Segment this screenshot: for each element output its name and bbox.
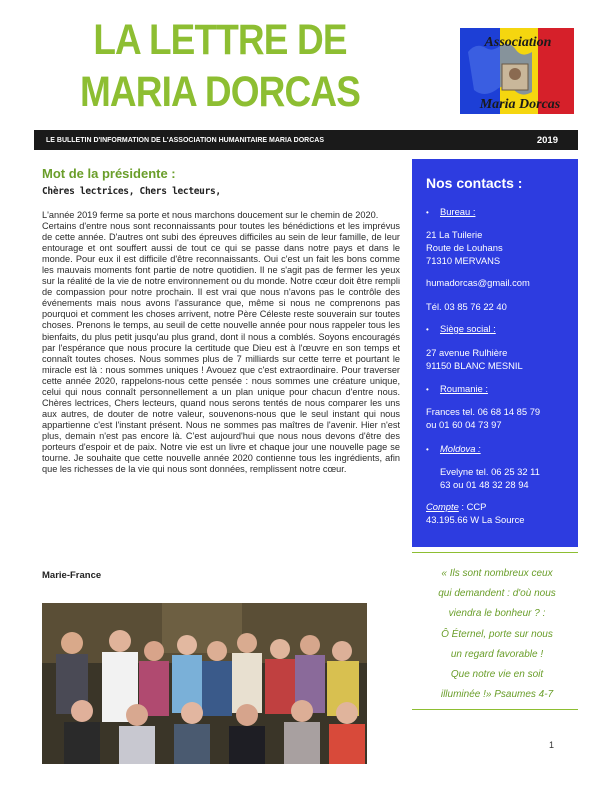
contacts-panel: [412, 159, 578, 547]
roumanie-line-1: Frances tel. 06 68 14 85 79: [426, 406, 541, 417]
bullet-icon: •: [426, 445, 429, 454]
article-body: [42, 210, 400, 475]
bullet-icon: •: [426, 208, 429, 217]
quote-divider-bottom: [412, 709, 578, 710]
contact-compte: [426, 500, 486, 513]
page-number: 1: [549, 740, 555, 750]
article-signature: Marie-France: [42, 570, 102, 581]
bullet-icon: •: [426, 385, 429, 394]
compte-label: Compte: [426, 501, 459, 512]
moldova-line-1: Evelyne tel. 06 25 32 11: [440, 466, 540, 477]
bureau-address-2: Route de Louhans: [426, 242, 503, 253]
article-title: Mot de la présidente :: [42, 166, 176, 181]
quote-divider-top: [412, 552, 578, 553]
bureau-address-3: 71310 MERVANS: [426, 255, 501, 266]
quote-line-7: illuminée !» Psaumes 4-7: [440, 689, 554, 701]
logo-text-top: Association: [484, 35, 552, 50]
article-paragraph-2: Certains d'entre nous sont reconnaissants pour toutes les bénédictions et les imprévus de cette année. D'autres ont subi des épreuves difficiles au sein de leur famille, de leur entourage et ont souffert aussi de tout ce qui se passe dans notre pays et dans le monde. Pour eux il est difficile d'être reconnaissants. Oui c'est un fait les bons comme les mauvais moments font partie de notre quotidien. Il ne s'agit pas de fermer les yeux sur la réalité de la vie de notre environnement ou du monde. Notre cœur doit être rempli de compassion pour notre prochain. Il est vrai que nous n'avons pas le contrôle des événements mais nous avons l'assurance que, même si nous ne comprenons pas pourquoi et comment les choses arrivent, notre Père Céleste reste souverain sur toutes choses. Prenons le temps, au seuil de cette nouvelle année pour nous rappeler tous les bienfaits, du plus petit jusqu'au plus grand, dont il nous a comblés. Soyons encouragés par l'espérance que nous procure la certitude que Dieu est à l'œuvre en son temps et connaît toutes choses. Nous sommes plus de 7 milliards sur cette terre et pourtant le miracle est là : nous sommes uniques ! Avouez que c'est extraordinaire. Pour traverser cette année 2020, rappelons-nous cette pensée : nous sommes une créature unique, celui qui nous connaît personnellement a un plan unique pour chacun d'entre nous. Chères lectrices, Chers lecteurs, quand nous serons tentés de nous comparer les uns aux autres, de douter de notre valeur, souvenons-nous que le seul instant qui nous appartienne c'est l'instant présent. Nous ne sommes pas maîtres de l'avenir. Hier n'est plus, demain n'est pas encore là. C'est aujourd'hui que nous nous devons d'être des porteurs d'espoir et de paix. Notre vie est un livre et chaque jour une nouvelle page se tourne. Je souhaite que cette nouvelle année 2020 contienne tous les ingrédients, afin que les richesses de la vie qui nous sont données, remplissent notre cœur.: [42, 221, 400, 475]
bulletin-banner: [34, 130, 578, 150]
quote-line-6: Que notre vie en soit: [450, 669, 544, 681]
quote-line-5: un regard favorable !: [450, 648, 544, 660]
bureau-address-1: 21 La Tuilerie: [426, 229, 483, 240]
contact-bureau-label: • Bureau :: [426, 206, 476, 217]
moldova-line-2: 63 ou 01 48 32 28 94: [440, 479, 529, 490]
masthead-line-2: MARIA DORCAS: [79, 68, 361, 116]
contact-roumanie-label: • Roumanie :: [426, 383, 488, 394]
logo-text-bottom: Maria Dorcas: [479, 97, 561, 112]
bulletin-year: 2019: [536, 134, 558, 146]
compte-line-2: 43.195.66 W La Source: [426, 514, 525, 525]
contact-moldova-label: • Moldova :: [426, 443, 481, 454]
masthead-line-1: LA LETTRE DE: [93, 16, 347, 64]
quote-line-1: « Ils sont nombreux ceux: [441, 568, 553, 579]
article-greeting: Chères lectrices, Chers lecteurs,: [42, 186, 221, 197]
newsletter-masthead: [31, 14, 409, 118]
group-photo: [42, 603, 367, 764]
compte-value: : CCP: [458, 501, 487, 512]
contact-phone: Tél. 03 85 76 22 40: [426, 301, 507, 312]
bullet-icon: •: [426, 325, 429, 334]
contacts-title: Nos contacts :: [426, 175, 523, 191]
article-paragraph-1: L'année 2019 ferme sa porte et nous marchons doucement sur le chemin de 2020.: [42, 210, 379, 220]
bulletin-subtitle: LE BULLETIN D'INFORMATION DE L'ASSOCIATION HUMANITAIRE MARIA DORCAS: [46, 136, 325, 144]
association-logo: [458, 24, 576, 118]
quote-line-3: viendra le bonheur ? :: [448, 608, 546, 620]
contact-email[interactable]: humadorcas@gmail.com: [426, 277, 530, 288]
contact-siege-label: • Siège social :: [426, 323, 496, 334]
siege-address-2: 91150 BLANC MESNIL: [426, 360, 523, 371]
siege-address-1: 27 avenue Rulhière: [426, 347, 508, 358]
psalm-quote: [412, 564, 582, 705]
roumanie-line-2: ou 01 60 04 73 97: [426, 419, 502, 430]
quote-line-4: Ô Éternel, porte sur nous: [441, 628, 553, 640]
quote-line-2: qui demandent : d'où nous: [438, 588, 556, 600]
